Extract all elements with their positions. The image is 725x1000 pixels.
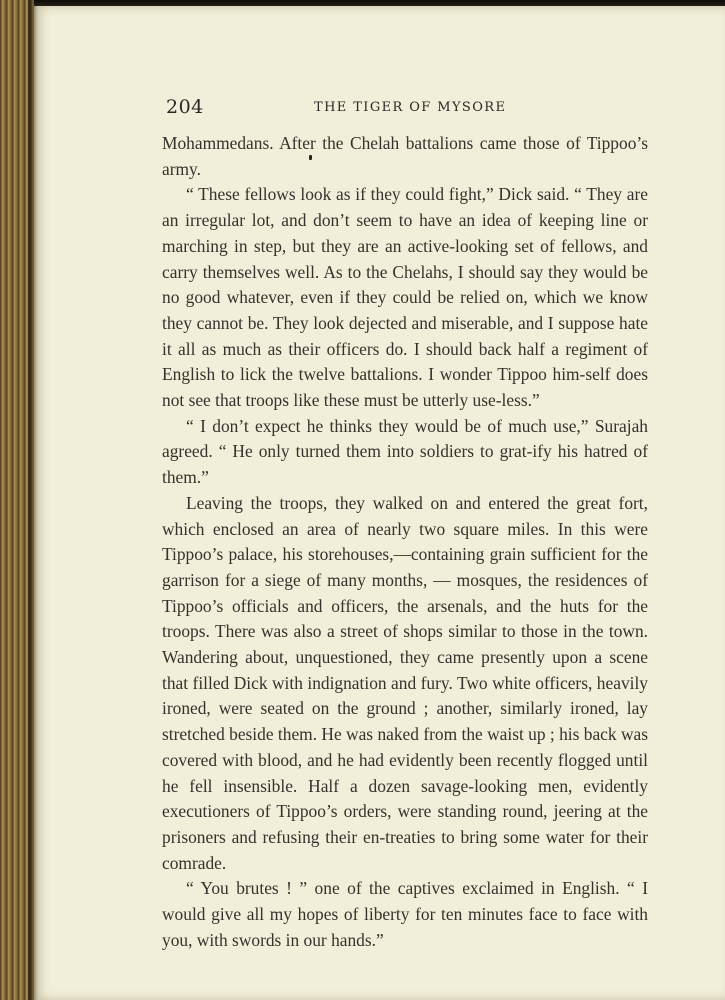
page-header	[166, 96, 646, 122]
paragraph-3: “ I don’t expect he thinks they would be of much use,” Surajah agreed. “ He only turned them into soldiers to grat-ify his hatred of them.”	[162, 415, 648, 488]
paragraph-1: Mohammedans. After the Chelah battalions came those of Tippoo’s army.	[162, 133, 648, 179]
running-title: THE TIGER OF MYSORE	[314, 100, 507, 115]
paragraph-4: Leaving the troops, they walked on and entered the great fort, which enclosed an area of nearly two square miles. In this were Tippoo’s palace, his storehouses,—containing grain sufficient for the garrison for a siege of many months, — mosques, the residences of Tippoo’s officials and officers, the arsenals, and the huts for the troops. There was also a street of shops similar to those in the town. Wandering about, unquestioned, they came presently upon a scene that filled Dick with indignation and fury. Two white officers, heavily ironed, were seated on the ground ; another, similarly ironed, lay stretched beside them. He was naked from the waist up ; his back was covered with blood, and he had evidently been recently flogged until he fell insensible. Half a dozen savage-looking men, evidently executioners of Tippoo’s orders, were standing round, jeering at the prisoners and refusing their en-treaties to bring some water for their comrade.	[162, 492, 648, 873]
paragraph-5: “ You brutes ! ” one of the captives exclaimed in English. “ I would give all my hopes of liberty for ten minutes face to face with you, with swords in our hands.”	[162, 878, 648, 950]
body-text	[162, 131, 648, 954]
paragraph-2: “ These fellows look as if they could fight,” Dick said. “ They are an irregular lot, and don’t seem to have an idea of keeping line or marching in step, but they are an active-looking set of fellows, and carry themselves well. As to the Chelahs, I should say they would be no good whatever, even if they could be relied on, which we know they cannot be. They look dejected and miserable, and I suppose hate it all as much as their officers do. I should back half a regiment of English to lick the twelve battalions. I wonder Tippoo him-self does not see that troops like these must be utterly use-less.”	[162, 184, 648, 411]
gutter-shadow	[28, 0, 38, 1000]
page-number: 204	[166, 96, 204, 118]
